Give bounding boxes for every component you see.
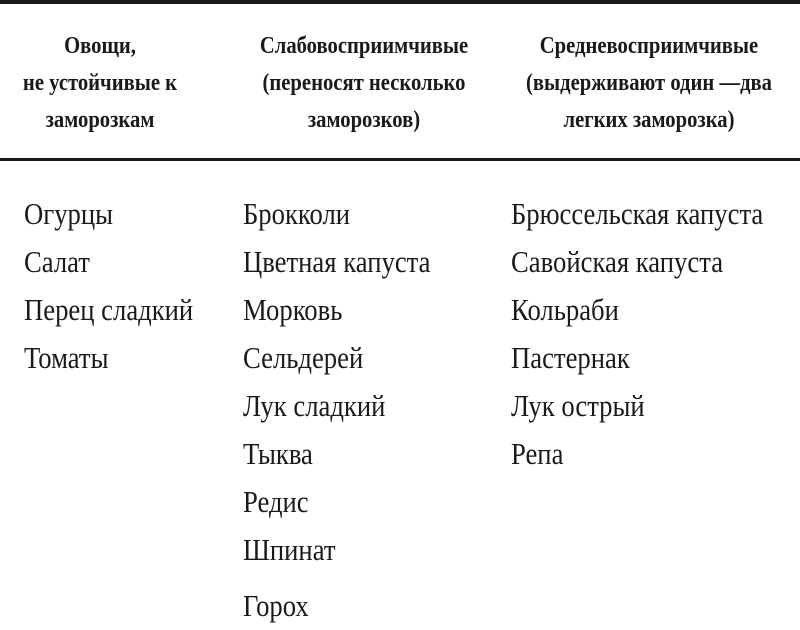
list-item: Пастернак [511,340,630,375]
header-line: (выдерживают один —два [525,70,772,96]
header-line: (переносят несколько [262,70,466,96]
list-item: Цветная капуста [243,244,431,279]
list-item: Брюссельская капуста [511,196,764,231]
header-line: Овощи, [64,33,136,59]
list-item: Тыква [243,436,313,471]
list-item: Шпинат [243,532,336,567]
list-item: Сельдерей [243,340,364,375]
list-item: Морковь [243,292,343,327]
list-item: Редис [243,484,309,519]
header-line: не устойчивые к [22,70,178,96]
column-header-moderately-susceptible [512,28,785,139]
column-header-not-frost-resistant [14,28,186,139]
header-line: Средневосприимчивые [539,33,759,59]
header-divider-rule [0,158,800,161]
list-item: Савойская капуста [511,244,724,279]
list-item: Репа [511,436,564,471]
list-item: Томаты [24,340,109,375]
header-line: заморозкам [45,107,155,133]
list-item: Перец сладкий [24,292,194,327]
table-top-rule [0,0,800,4]
column-header-slightly-susceptible [238,28,489,139]
header-line: легких заморозка) [563,107,735,133]
header-line: заморозков) [307,107,421,133]
list-item: Лук сладкий [243,388,386,423]
column-not-frost-resistant [24,190,193,382]
column-slightly-susceptible [243,190,430,630]
list-item: Горох [243,588,309,623]
column-moderately-susceptible [511,190,763,478]
list-item: Лук острый [511,388,645,423]
list-item: Салат [24,244,90,279]
list-item: Брокколи [243,196,351,231]
list-item: Кольраби [511,292,619,327]
list-item: Огурцы [24,196,114,231]
header-line: Слабовосприимчивые [259,33,469,59]
